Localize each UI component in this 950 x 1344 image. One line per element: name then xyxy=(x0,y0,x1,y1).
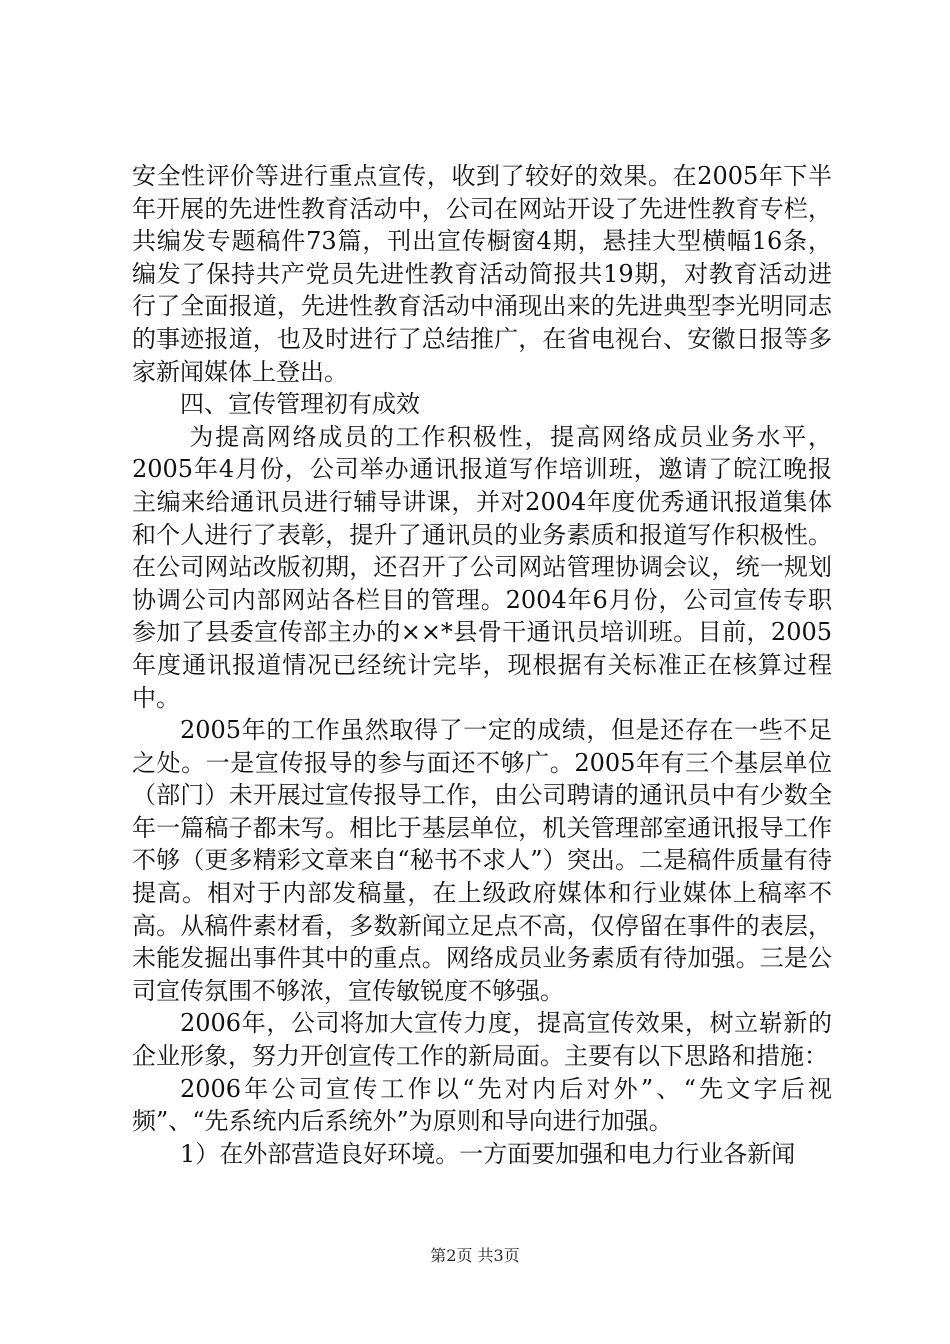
paragraph-shortcomings: 2005年的工作虽然取得了一定的成绩，但是还存在一些不足之处。一是宣传报导的参与面还不够广。2005年有三个基层单位（部门）未开展过宣传报导工作，由公司聘请的通讯员中有少数全年一篇稿子都未写。相比于基层单位，机关管理部室通讯报导工作不够（更多精彩文章来自“秘书不求人”）突出。二是稿件质量有待提高。相对于内部发稿量，在上级政府媒体和行业媒体上稿率不高。从稿件素材看，多数新闻立足点不高，仅停留在事件的表层，未能发掘出事件其中的重点。网络成员业务素质有待加强。三是公司宣传氛围不够浓，宣传敏锐度不够强。 xyxy=(132,716,832,1005)
paragraph-continuation: 安全性评价等进行重点宣传，收到了较好的效果。在2005年下半年开展的先进性教育活动中，公司在网站开设了先进性教育专栏，共编发专题稿件73篇，刊出宣传橱窗4期，悬挂大型横幅16条，编发了保持共产党员先进性教育活动简报共19期，对教育活动进行了全面报道，先进性教育活动中涌现出来的先进典型李光明同志的事迹报道，也及时进行了总结推广，在省电视台、安徽日报等多家新闻媒体上登出。 xyxy=(132,162,832,386)
paragraph-principles: 2006年公司宣传工作以“先对内后对外”、“先文字后视频”、“先系统内后系统外”为原则和导向进行加强。 xyxy=(132,1074,832,1136)
document-body xyxy=(132,160,832,1170)
paragraph-item-1: 1）在外部营造良好环境。一方面要加强和电力行业各新闻 xyxy=(180,1139,796,1168)
paragraph-training: 为提高网络成员的工作积极性，提高网络成员业务水平，2005年4月份，公司举办通讯报道写作培训班，邀请了皖江晚报主编来给通讯员进行辅导讲课，并对2004年度优秀通讯报道集体和个人进行了表彰，提升了通讯员的业务素质和报道写作积极性。在公司网站改版初期，还召开了公司网站管理协调会议，统一规划协调公司内部网站各栏目的管理。2004年6月份，公司宣传专职参加了县委宣传部主办的××*县骨干通讯员培训班。目前，2005年度通讯报道情况已经统计完毕，现根据有关标准正在核算过程中。 xyxy=(132,422,832,712)
page-footer: 第2页 共3页 xyxy=(430,1246,520,1265)
paragraph-2006-plan: 2006年，公司将加大宣传力度，提高宣传效果，树立崭新的企业形象，努力开创宣传工作的新局面。主要有以下思路和措施： xyxy=(132,1009,832,1071)
section-heading: 四、宣传管理初有成效 xyxy=(180,390,420,419)
